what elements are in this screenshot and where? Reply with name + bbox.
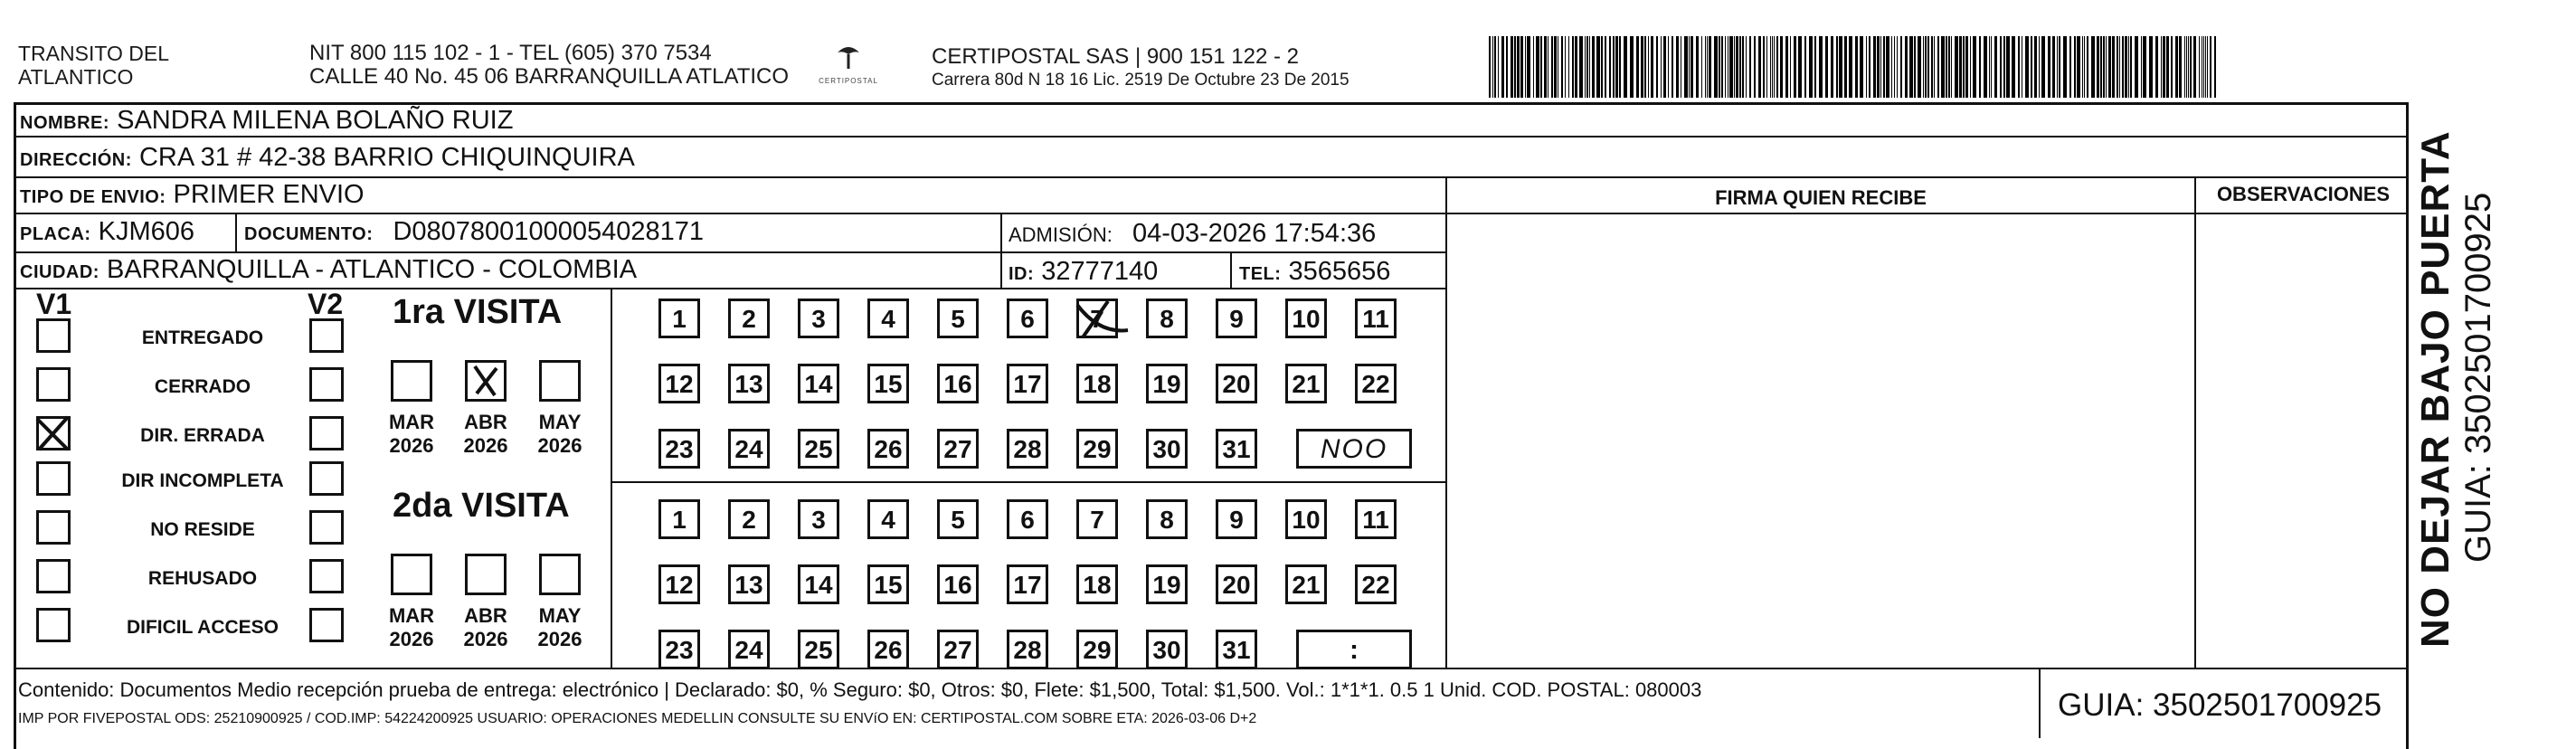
v2-checkbox[interactable] — [309, 608, 344, 642]
month-label: MAY 2026 — [537, 604, 582, 650]
first-visit-day-27[interactable]: 27 — [937, 429, 979, 469]
second-visit-month-checkbox[interactable] — [539, 554, 581, 595]
nombre-field — [20, 106, 513, 137]
documento-label: DOCUMENTO: — [244, 224, 374, 244]
tipo-envio-value: PRIMER ENVIO — [173, 180, 365, 209]
id-field — [1009, 257, 1158, 289]
first-visit-day-3[interactable]: 3 — [798, 299, 839, 338]
admision-value: 04-03-2026 17:54:36 — [1132, 219, 1377, 248]
address-line: CALLE 40 No. 45 06 BARRANQUILLA ATLATICO — [309, 64, 790, 89]
nombre-label: NOMBRE: — [20, 113, 110, 133]
tel-value: 3565656 — [1288, 257, 1391, 286]
first-visit-day-2[interactable]: 2 — [728, 299, 770, 338]
month-label: MAY 2026 — [537, 411, 582, 457]
month-label: ABR 2026 — [463, 604, 508, 650]
first-visit-day-16[interactable]: 16 — [937, 364, 979, 403]
first-visit-day-17[interactable]: 17 — [1007, 364, 1048, 403]
direccion-label: DIRECCIÓN: — [20, 150, 132, 170]
first-visit-day-4[interactable]: 4 — [867, 299, 909, 338]
logo-icon — [830, 42, 867, 72]
company-line: CERTIPOSTAL SAS | 900 151 122 - 2 — [932, 44, 1299, 69]
divider — [14, 668, 2409, 669]
first-visit-day-23[interactable]: 23 — [658, 429, 700, 469]
tel-label: TEL: — [1239, 264, 1282, 284]
first-visit-day-19[interactable]: 19 — [1146, 364, 1188, 403]
v2-label: V2 — [308, 288, 344, 320]
documento-field — [244, 217, 704, 249]
first-visit-day-14[interactable]: 14 — [798, 364, 839, 403]
second-visit-day-10[interactable]: 10 — [1285, 499, 1327, 539]
direccion-field — [20, 143, 635, 175]
v2-checkbox[interactable] — [309, 318, 344, 353]
first-visit-day-15[interactable]: 15 — [867, 364, 909, 403]
v1-checkbox[interactable] — [36, 559, 71, 593]
second-visit-day-2[interactable]: 2 — [728, 499, 770, 539]
status-label: DIR INCOMPLETA — [121, 470, 284, 491]
divider — [611, 481, 1447, 483]
nombre-value: SANDRA MILENA BOLAÑO RUIZ — [117, 106, 514, 135]
first-visit-day-22[interactable]: 22 — [1355, 364, 1397, 403]
divider — [14, 288, 1447, 289]
second-visit-day-14[interactable]: 14 — [798, 564, 839, 604]
first-visit-day-13[interactable]: 13 — [728, 364, 770, 403]
company-info — [932, 45, 1350, 92]
field-divider — [1230, 253, 1232, 289]
second-visit-day-17[interactable]: 17 — [1007, 564, 1048, 604]
divider — [14, 251, 1447, 253]
v1-checkbox[interactable] — [36, 608, 71, 642]
v1-checkbox[interactable] — [36, 367, 71, 402]
second-visit-day-21[interactable]: 21 — [1285, 564, 1327, 604]
month-label: MAR 2026 — [388, 604, 435, 650]
first-visit-month-checkbox[interactable] — [539, 360, 581, 402]
tipo-envio-label: TIPO DE ENVIO: — [20, 187, 166, 207]
firma-header: FIRMA QUIEN RECIBE — [1715, 186, 1927, 209]
second-visit-title: 2da VISITA — [393, 487, 570, 525]
print-line: IMP POR FIVEPOSTAL ODS: 25210900925 / COD.IMP: 54224200925 USUARIO: OPERACIONES MEDELLIN CONSULTE SU ENVíO EN: CERTIPOSTAL.COM SOBRE ETA: 2026-03-06 D+2 — [18, 711, 1257, 726]
month-label: MAR 2026 — [388, 411, 435, 457]
second-visit-day-5[interactable]: 5 — [937, 499, 979, 539]
second-visit-day-28[interactable]: 28 — [1007, 630, 1048, 669]
second-visit-day-26[interactable]: 26 — [867, 630, 909, 669]
first-visit-day-30[interactable]: 30 — [1146, 429, 1188, 469]
issuer-line-2: ATLANTICO — [18, 65, 134, 89]
observaciones-header: OBSERVACIONES — [2216, 183, 2391, 205]
v2-checkbox[interactable] — [309, 367, 344, 402]
second-visit-month-checkbox[interactable] — [391, 554, 432, 595]
month-label: ABR 2026 — [463, 411, 508, 457]
ciudad-label: CIUDAD: — [20, 262, 99, 282]
placa-value: KJM606 — [98, 217, 194, 246]
second-visit-day-9[interactable]: 9 — [1216, 499, 1257, 539]
first-visit-day-28[interactable]: 28 — [1007, 429, 1048, 469]
admision-label: ADMISIÓN: — [1009, 223, 1113, 246]
first-visit-day-31[interactable]: 31 — [1216, 429, 1257, 469]
field-divider — [2039, 668, 2041, 738]
status-label: DIFICIL ACCESO — [126, 617, 279, 638]
column-divider — [2194, 176, 2196, 668]
id-label: ID: — [1009, 264, 1035, 284]
first-visit-month-checkbox[interactable] — [391, 360, 432, 402]
divider — [14, 176, 2409, 178]
check-mark-icon — [1072, 298, 1135, 343]
second-visit-day-31[interactable]: 31 — [1216, 630, 1257, 669]
documento-value: D08078001000054028171 — [393, 217, 704, 246]
first-visit-title: 1ra VISITA — [393, 293, 563, 331]
second-visit-day-25[interactable]: 25 — [798, 630, 839, 669]
second-visit-day-20[interactable]: 20 — [1216, 564, 1257, 604]
v1-checkbox[interactable] — [36, 510, 71, 545]
issuer-contact — [309, 42, 789, 89]
first-visit-day-9[interactable]: 9 — [1216, 299, 1257, 338]
second-visit-day-19[interactable]: 19 — [1146, 564, 1188, 604]
second-visit-day-16[interactable]: 16 — [937, 564, 979, 604]
v2-checkbox[interactable] — [309, 510, 344, 545]
status-label: DIR. ERRADA — [140, 425, 265, 446]
first-visit-day-5[interactable]: 5 — [937, 299, 979, 338]
issuer-name — [18, 42, 169, 89]
second-visit-day-18[interactable]: 18 — [1076, 564, 1118, 604]
nit-line: NIT 800 115 102 - 1 - TEL (605) 370 7534 — [309, 41, 712, 65]
license-line: Carrera 80d N 18 16 Lic. 2519 De Octubre 23 De 2015 — [932, 71, 1350, 90]
second-visit-day-24[interactable]: 24 — [728, 630, 770, 669]
field-divider — [1000, 213, 1002, 289]
v1-checkbox[interactable] — [36, 461, 71, 496]
second-visit-day-11[interactable]: 11 — [1355, 499, 1397, 539]
first-visit-day-20[interactable]: 20 — [1216, 364, 1257, 403]
second-visit-day-8[interactable]: 8 — [1146, 499, 1188, 539]
first-visit-day-21[interactable]: 21 — [1285, 364, 1327, 403]
divider — [1445, 213, 2409, 214]
guia-footer: GUIA: 3502501700925 — [2058, 687, 2382, 723]
first-visit-day-6[interactable]: 6 — [1007, 299, 1048, 338]
first-visit-day-26[interactable]: 26 — [867, 429, 909, 469]
second-visit-day-4[interactable]: 4 — [867, 499, 909, 539]
first-visit-day-1[interactable]: 1 — [658, 299, 700, 338]
v1-checkbox[interactable] — [36, 318, 71, 353]
second-visit-day-6[interactable]: 6 — [1007, 499, 1048, 539]
second-visit-day-27[interactable]: 27 — [937, 630, 979, 669]
direccion-value: CRA 31 # 42-38 BARRIO CHIQUINQUIRA — [138, 143, 635, 172]
second-visit-day-13[interactable]: 13 — [728, 564, 770, 604]
tipo-envio-field — [20, 180, 365, 212]
first-visit-day-29[interactable]: 29 — [1076, 429, 1118, 469]
contents-line: Contenido: Documentos Medio recepción prueba de entrega: electrónico | Declarado: $0, % Seguro: $0, Otros: $0, Flete: $1,500, Total: $1,500. Vol.: 1*1*1. 0.5 1 Unid. COD. POSTAL: 080003 — [18, 678, 1702, 701]
second-visit-day-7[interactable]: 7 — [1076, 499, 1118, 539]
v2-checkbox[interactable] — [309, 559, 344, 593]
status-label: REHUSADO — [147, 568, 258, 589]
divider — [14, 213, 1447, 214]
second-visit-day-22[interactable]: 22 — [1355, 564, 1397, 604]
second-visit-day-15[interactable]: 15 — [867, 564, 909, 604]
second-visit-day-1[interactable]: 1 — [658, 499, 700, 539]
first-visit-day-12[interactable]: 12 — [658, 364, 700, 403]
first-visit-day-18[interactable]: 18 — [1076, 364, 1118, 403]
placa-label: PLACA: — [20, 224, 91, 244]
second-visit-day-29[interactable]: 29 — [1076, 630, 1118, 669]
first-visit-day-24[interactable]: 24 — [728, 429, 770, 469]
check-mark-icon — [33, 413, 73, 453]
first-visit-day-11[interactable]: 11 — [1355, 299, 1397, 338]
first-visit-time-field[interactable]: NOO — [1296, 429, 1412, 469]
admision-field — [1009, 219, 1376, 250]
v1-checkbox[interactable] — [36, 416, 71, 450]
status-label: ENTREGADO — [141, 327, 264, 348]
second-visit-day-23[interactable]: 23 — [658, 630, 700, 669]
tel-field — [1239, 257, 1390, 289]
first-visit-day-7[interactable]: 7 — [1076, 299, 1118, 338]
issuer-line-1: TRANSITO DEL — [18, 42, 169, 65]
field-divider — [235, 213, 237, 253]
field-divider — [611, 288, 612, 668]
ciudad-field — [20, 255, 637, 287]
status-label: NO RESIDE — [150, 519, 255, 540]
second-visit-month-checkbox[interactable] — [465, 554, 507, 595]
first-visit-day-25[interactable]: 25 — [798, 429, 839, 469]
second-visit-day-3[interactable]: 3 — [798, 499, 839, 539]
id-value: 32777140 — [1041, 257, 1159, 286]
second-visit-day-12[interactable]: 12 — [658, 564, 700, 604]
second-visit-time-field[interactable]: : — [1296, 630, 1412, 669]
placa-field — [20, 217, 194, 249]
barcode — [1489, 36, 2221, 98]
v1-label: V1 — [36, 288, 72, 320]
certipostal-logo — [805, 42, 892, 94]
column-divider — [1445, 176, 1447, 668]
v2-checkbox[interactable] — [309, 416, 344, 450]
side-warning: NO DEJAR BAJO PUERTA — [2413, 130, 2458, 648]
check-mark-icon — [468, 363, 504, 399]
ciudad-value: BARRANQUILLA - ATLANTICO - COLOMBIA — [107, 255, 638, 284]
status-label: CERRADO — [154, 376, 251, 397]
v2-checkbox[interactable] — [309, 461, 344, 496]
side-guia: GUIA: 3502501700925 — [2458, 192, 2498, 563]
second-visit-day-30[interactable]: 30 — [1146, 630, 1188, 669]
logo-text: CERTIPOSTAL — [819, 77, 878, 85]
first-visit-month-checkbox[interactable] — [465, 360, 507, 402]
first-visit-day-10[interactable]: 10 — [1285, 299, 1327, 338]
first-visit-day-8[interactable]: 8 — [1146, 299, 1188, 338]
